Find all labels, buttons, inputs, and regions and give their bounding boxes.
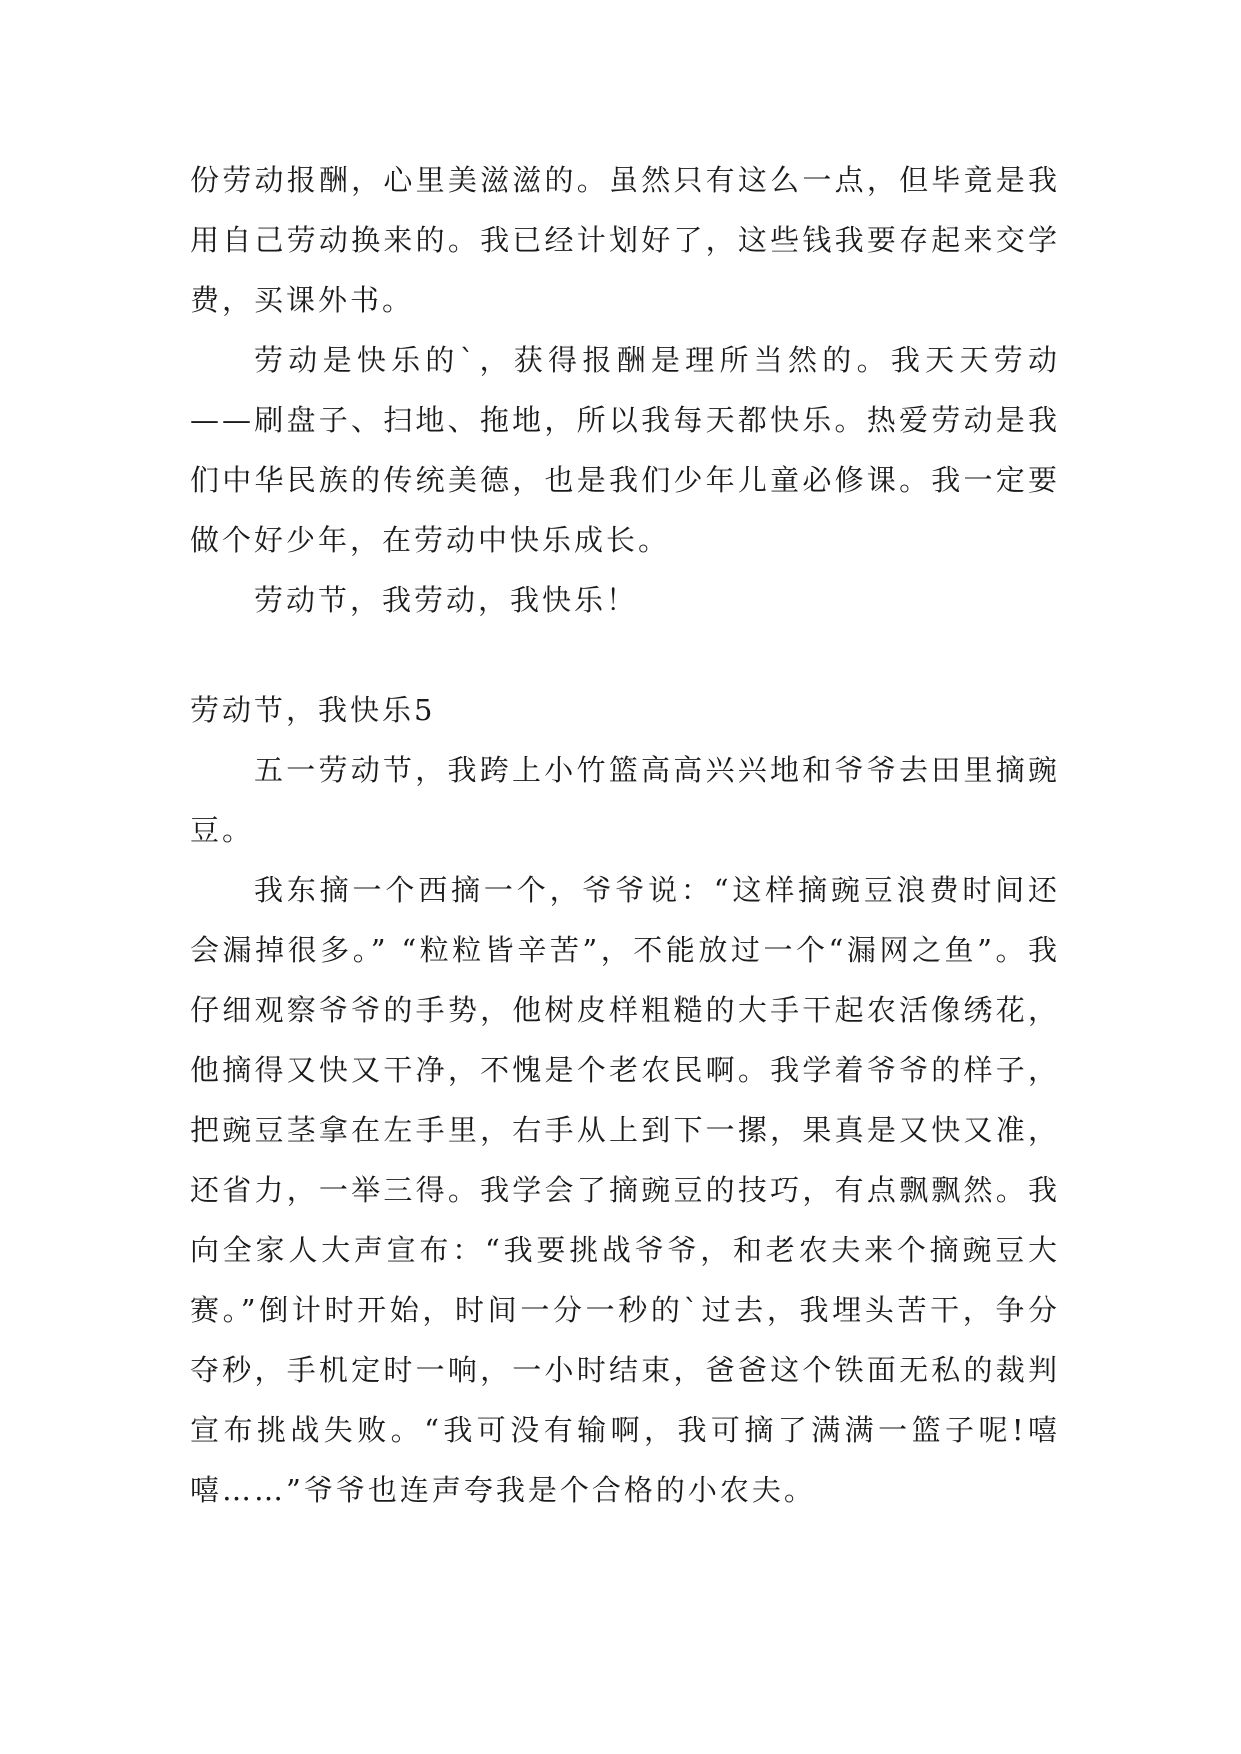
paragraph-labor-joy: 劳动是快乐的`，获得报酬是理所当然的。我天天劳动——刷盘子、扫地、拖地，所以我每天都快乐。热爱劳动是我们中华民族的传统美德，也是我们少年儿童必修课。我一定要做个好少年，在劳动中快乐成长。: [190, 343, 1060, 557]
paragraph-story: 我东摘一个西摘一个，爷爷说：“这样摘豌豆浪费时间还会漏掉很多。” “粒粒皆辛苦”，不能放过一个“漏网之鱼”。我仔细观察爷爷的手势，他树皮样粗糙的大手干起农活像绣花，他摘得又快又干净，不愧是个老农民啊。我学着爷爷的样子，把豌豆茎拿在左手里，右手从上到下一摞，果真是又快又准，还省力，一举三得。我学会了摘豌豆的技巧，有点飘飘然。我向全家人大声宣布：“我要挑战爷爷，和老农夫来个摘豌豆大赛。”倒计时开始，时间一分一秒的`过去，我埋头苦干，争分夺秒，手机定时一响，一小时结束，爸爸这个铁面无私的裁判宣布挑战失败。“我可没有输啊，我可摘了满满一篮子呢!嘻嘻……”爷爷也连声夸我是个合格的小农夫。: [190, 873, 1060, 1507]
paragraph-intro: 五一劳动节，我跨上小竹篮高高兴兴地和爷爷去田里摘豌豆。: [190, 753, 1060, 847]
document-body: [190, 150, 1060, 1520]
paragraph-continued: 份劳动报酬，心里美滋滋的。虽然只有这么一点，但毕竟是我用自己劳动换来的。我已经计划好了，这些钱我要存起来交学费，买课外书。: [190, 163, 1060, 317]
paragraph-closing: 劳动节，我劳动，我快乐！: [254, 583, 639, 617]
section-spacer: [190, 630, 1060, 680]
section-heading: 劳动节，我快乐5: [190, 693, 436, 727]
